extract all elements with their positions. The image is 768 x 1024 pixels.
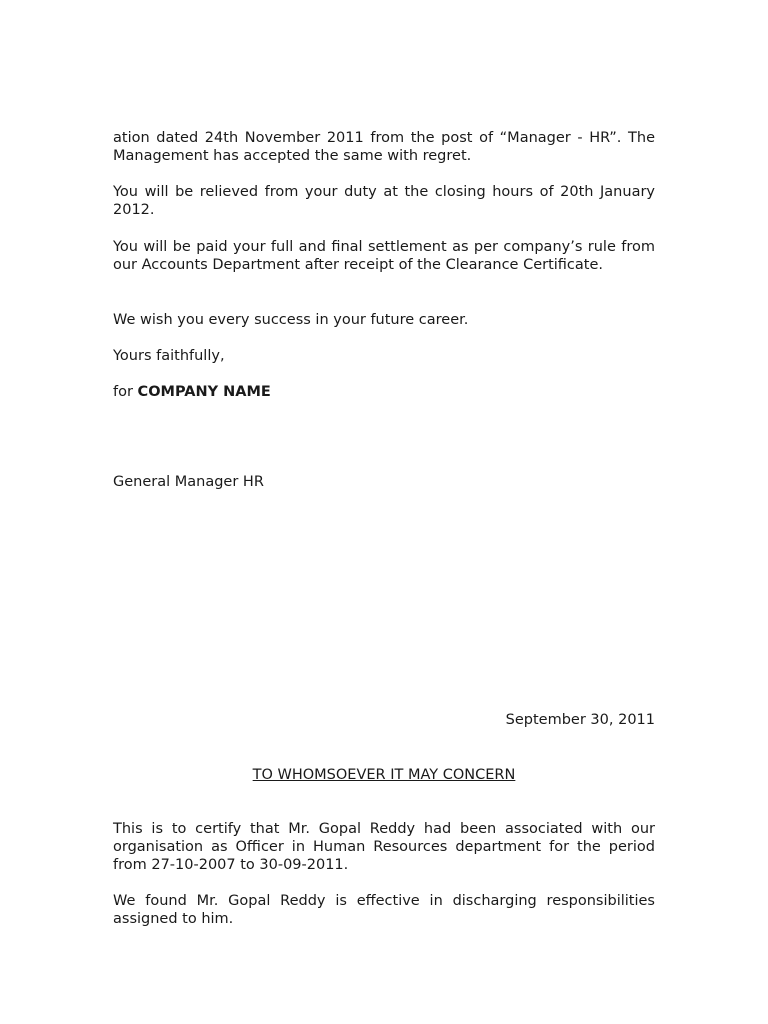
acceptance-paragraph: ation dated 24th November 2011 from the post of “Manager - HR”. The Management has accepted the same with regret. (113, 130, 655, 164)
letter-date: September 30, 2011 (505, 712, 655, 728)
wish-paragraph: We wish you every success in your future career. (113, 312, 469, 328)
company-signature-line (113, 383, 655, 401)
for-prefix: for (113, 384, 138, 400)
document-page (113, 0, 655, 1024)
signatory-title: General Manager HR (113, 474, 264, 490)
closing-line: Yours faithfully, (113, 348, 225, 364)
company-name: COMPANY NAME (137, 384, 271, 400)
certificate-heading-text: TO WHOMSOEVER IT MAY CONCERN (252, 767, 516, 783)
certify-paragraph: This is to certify that Mr. Gopal Reddy had been associated with our organisation as Officer in Human Resources department for the period from 27-10-2007 to 30-09-2011. (113, 821, 655, 873)
settlement-paragraph: You will be paid your full and final settlement as per company’s rule from our Accounts Department after receipt of the Clearance Certificate. (113, 239, 655, 273)
relieve-paragraph: You will be relieved from your duty at the closing hours of 20th January 2012. (113, 184, 655, 218)
effective-paragraph: We found Mr. Gopal Reddy is effective in discharging responsibilities assigned to him. (113, 893, 655, 927)
certificate-heading (113, 766, 655, 784)
